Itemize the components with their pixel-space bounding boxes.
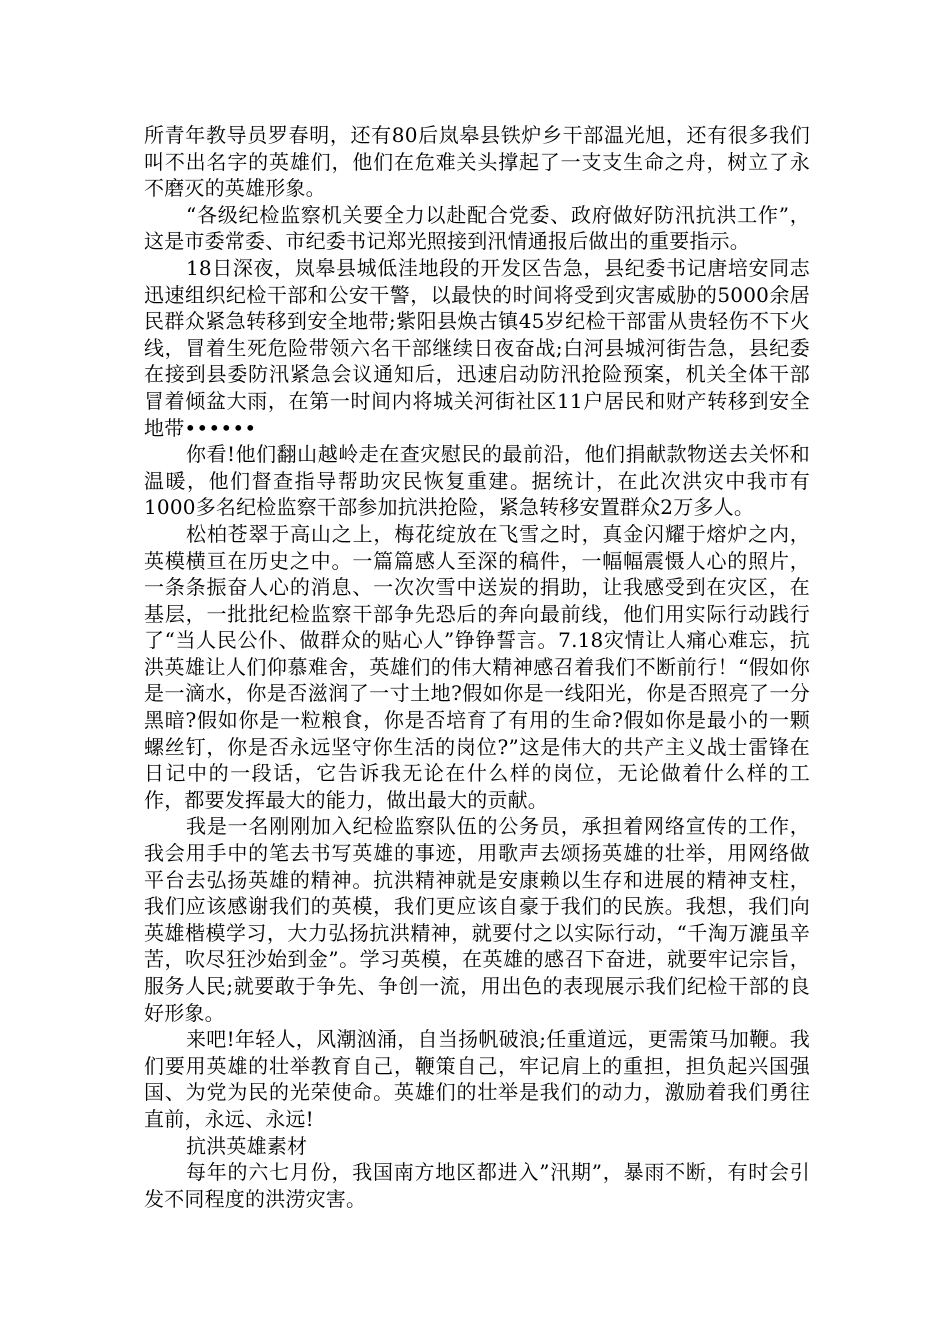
paragraph-continuation: 所青年教导员罗春明，还有80后岚皋县铁炉乡干部温光旭，还有很多我们叫不出名字的英雄们，他们在危难关头撑起了一支支生命之舟，树立了永不磨灭的英雄形象。 bbox=[144, 123, 810, 201]
section-heading: 抗洪英雄素材 bbox=[186, 1133, 308, 1158]
paragraph-statistics: 你看!他们翻山越岭走在查灾慰民的最前沿，他们捐献款物送去关怀和温暖，他们督查指导帮助灾民恢复重建。据统计，在此次洪灾中我市有1000多名纪检监察干部参加抗洪抢险，紧急转移安置群众2万多人。 bbox=[144, 442, 810, 520]
paragraph-flood-season: 每年的六七月份，我国南方地区都进入”汛期”，暴雨不断，有时会引发不同程度的洪涝灾害。 bbox=[144, 1160, 810, 1211]
paragraph-directive: “各级纪检监察机关要全力以赴配合党委、政府做好防汛抗洪工作”，这是市委常委、市纪委书记郑光照接到汛情通报后做出的重要指示。 bbox=[144, 202, 810, 254]
document-body bbox=[144, 122, 810, 1212]
paragraph-rescue-events: 18日深夜，岚皋县城低洼地段的开发区告急，县纪委书记唐培安同志迅速组织纪检干部和公安干警，以最快的时间将受到灾害威胁的5000余居民群众紧急转移到安全地带;紫阳县焕古镇45岁纪检干部雷从贵轻伤不下火线，冒着生死危险带领六名干部继续日夜奋战;白河县城河街告急，县纪委在接到县委防汛紧急会议通知后，迅速启动防汛抢险预案，机关全体干部冒着倾盆大雨，在第一时间内将城关河街社区11户居民和财产转移到安全地带•••••• bbox=[144, 255, 810, 440]
paragraph-reflection: 松柏苍翠于高山之上，梅花绽放在飞雪之时，真金闪耀于熔炉之内，英模横亘在历史之中。一篇篇感人至深的稿件，一幅幅震慑人心的照片，一条条振奋人心的消息、一次次雪中送炭的捐助，让我感受到在灾区，在基层，一批批纪检监察干部争先恐后的奔向最前线，他们用实际行动践行了“当人民公仆、做群众的贴心人”铮铮誓言。7.18灾情让人痛心难忘，抗洪英雄让人们仰慕难舍，英雄们的伟大精神感召着我们不断前行！“假如你是一滴水，你是否滋润了一寸土地?假如你是一线阳光，你是否照亮了一分黑暗?假如你是一粒粮食，你是否培育了有用的生命?假如你是最小的一颗螺丝钉，你是否永远坚守你生活的岗位?”这是伟大的共产主义战士雷锋在日记中的一段话，它告诉我无论在什么样的岗位，无论做着什么样的工作，都要发挥最大的能力，做出最大的贡献。 bbox=[144, 521, 810, 812]
paragraph-personal-commitment: 我是一名刚刚加入纪检监察队伍的公务员，承担着网络宣传的工作，我会用手中的笔去书写英雄的事迹，用歌声去颂扬英雄的壮举，用网络做平台去弘扬英雄的精神。抗洪精神就是安康赖以生存和进展的精神支柱，我们应该感谢我们的英模，我们更应该自豪于我们的民族。我想，我们向英雄楷模学习，大力弘扬抗洪精神，就要付之以实际行动，“千淘万漉虽辛苦，吹尽狂沙始到金”。学习英模，在英雄的感召下奋进，就要牢记宗旨，服务人民;就要敢于争先、争创一流，用出色的表现展示我们纪检干部的良好形象。 bbox=[144, 814, 810, 1025]
paragraph-call-to-action: 来吧!年轻人，风潮汹涌，自当扬帆破浪;任重道远，更需策马加鞭。我们要用英雄的壮举教育自己，鞭策自己，牢记肩上的重担，担负起兴国强国、为党为民的光荣使命。英雄们的壮举是我们的动力，激励着我们勇往直前，永远、永远! bbox=[144, 1027, 810, 1131]
